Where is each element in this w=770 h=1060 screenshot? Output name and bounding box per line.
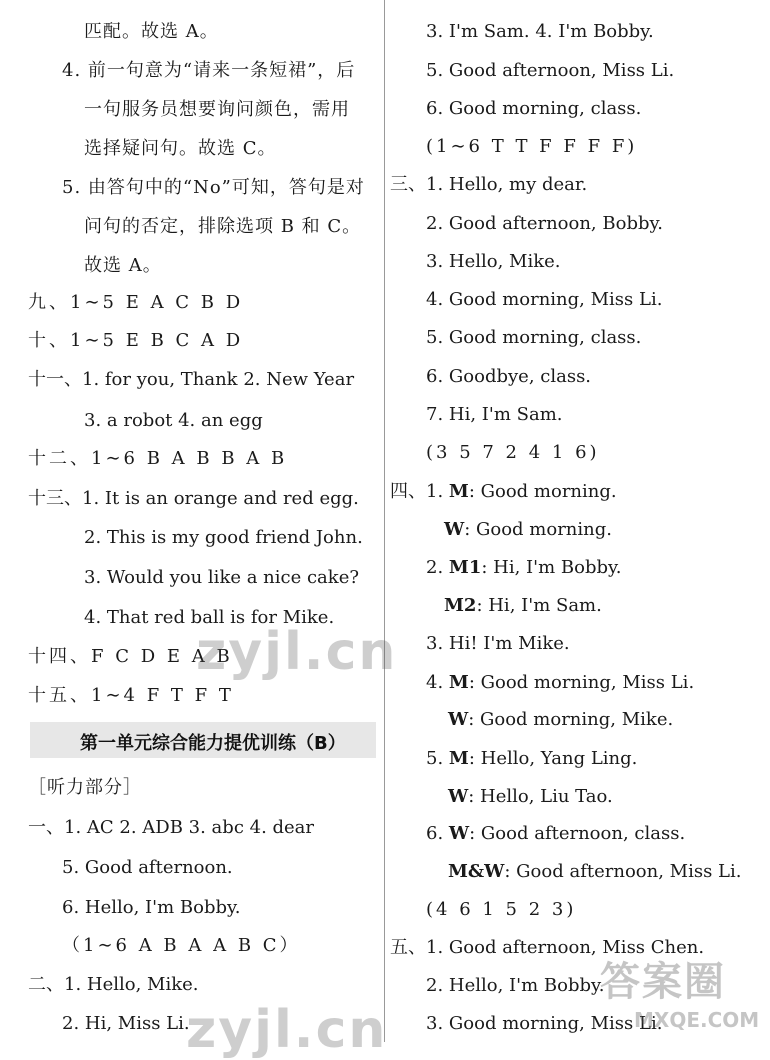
answer-line: 5. Good morning, class. [426,327,642,348]
answer-line: 5. Good afternoon, Miss Li. [426,60,675,81]
answer-line: 3. a robot 4. an egg [84,410,263,431]
answer-line: 三、1. Hello, my dear. [390,174,588,195]
watermark-zyjl-bottom: zyjl.cn [186,1000,388,1060]
answer-line: 二、1. Hello, Mike. [28,974,199,995]
text-line: 4. 前一句意为“请来一条短裙”，后 [62,60,356,81]
answer-line: （1∼6 A B A A B C） [62,935,301,956]
answer-line: 4. Good morning, Miss Li. [426,289,663,310]
item-number: 2. [426,557,449,578]
text-line: 匹配。故选 A。 [84,21,219,42]
text-line: 故选 A。 [84,255,162,276]
text-line: 问句的否定，排除选项 B 和 C。 [84,216,362,237]
answer-line: 一、1. AC 2. ADB 3. abc 4. dear [28,817,315,838]
answer-line: 十三、1. It is an orange and red egg. [28,488,359,509]
dialogue-line [426,748,637,770]
answer-line: 6. Good morning, class. [426,98,642,119]
section-label: ［听力部分］ [28,777,142,798]
answer-line: 6. Goodbye, class. [426,366,592,387]
answer-line: (1∼6 T T F F F F) [426,136,638,157]
logo-text: 答案圈 [600,959,726,1005]
item-number: 5. [426,748,449,769]
answer-line: 3. Hello, Mike. [426,251,561,272]
answer-line: 2. Hi, Miss Li. [62,1013,190,1034]
dialogue-line [444,519,612,541]
speaker-label: W [444,519,465,540]
dialogue-line [426,557,622,579]
speaker-label: W [448,786,469,807]
answer-line: 十一、1. for you, Thank 2. New Year [28,369,355,390]
answer-line: 十、1∼5 E B C A D [28,330,244,351]
dialogue-text: : Good morning. [464,519,612,540]
section-title-banner [30,722,376,758]
speaker-label: W [448,709,469,730]
text-line: 选择疑问句。故选 C。 [84,138,277,159]
answer-line: 7. Hi, I'm Sam. [426,404,563,425]
answer-line: 2. Hello, I'm Bobby. [426,975,605,996]
answer-line: 十五、1∼4 F T F T [28,685,234,706]
speaker-label: M1 [448,557,482,578]
answer-line: 十二、1∼6 B A B B A B [28,448,288,469]
answer-line: (4 6 1 5 2 3) [426,899,577,920]
item-number: 6. [426,823,449,844]
answer-line: 3. Would you like a nice cake? [84,567,360,588]
dialogue-text: : Good afternoon, Miss Li. [504,861,742,882]
dialogue-line [448,786,613,808]
dialogue-text: : Good morning, Mike. [468,709,674,730]
answer-line: 十四、F C D E A B [28,646,233,667]
logo-url: MXQE.COM [634,1008,760,1032]
answer-line: 五、1. Good afternoon, Miss Chen. [390,937,705,958]
answer-line: 3. Good morning, Miss Li. [426,1013,663,1034]
speaker-label: W [448,823,470,844]
answer-line: 3. Hi! I'm Mike. [426,633,570,654]
text-line: 一句服务员想要询问颜色，需用 [84,99,350,120]
dialogue-text: : Hello, Liu Tao. [468,786,613,807]
dialogue-text: : Hello, Yang Ling. [468,748,638,769]
answer-line: 4. That red ball is for Mike. [84,607,335,628]
dialogue-text: : Good morning, Miss Li. [468,672,695,693]
answer-line: 5. Good afternoon. [62,857,233,878]
answer-line: 6. Hello, I'm Bobby. [62,897,241,918]
text-line: 5. 由答句中的“No”可知，答句是对 [62,177,365,198]
dialogue-line [448,861,741,883]
dialogue-line [426,672,694,694]
dialogue-text: : Hi, I'm Sam. [476,595,602,616]
dialogue-text: : Good afternoon, class. [469,823,686,844]
answer-line: (3 5 7 2 4 1 6) [426,442,600,463]
dialogue-text: : Hi, I'm Bobby. [481,557,622,578]
speaker-label: M2 [444,595,477,616]
dialogue-line [390,481,617,503]
dialogue-line [426,823,685,845]
dialogue-text: : Good morning. [468,481,617,502]
section-title: 第一单元综合能力提优训练（B） [80,733,346,754]
speaker-label: M [448,481,469,502]
speaker-label: M [448,748,469,769]
dialogue-line [448,709,673,731]
speaker-label: M [448,672,469,693]
answer-line: 3. I'm Sam. 4. I'm Bobby. [426,21,654,42]
watermark-zyjl: zyjl.cn [196,622,398,682]
answer-line: 九、1∼5 E A C B D [28,292,244,313]
item-number: 四、1. [390,481,449,502]
item-number: 4. [426,672,449,693]
speaker-label: M&W [448,861,505,882]
dialogue-line [444,595,602,617]
answer-line: 2. Good afternoon, Bobby. [426,213,663,234]
answer-line: 2. This is my good friend John. [84,527,363,548]
column-divider [384,0,385,1042]
